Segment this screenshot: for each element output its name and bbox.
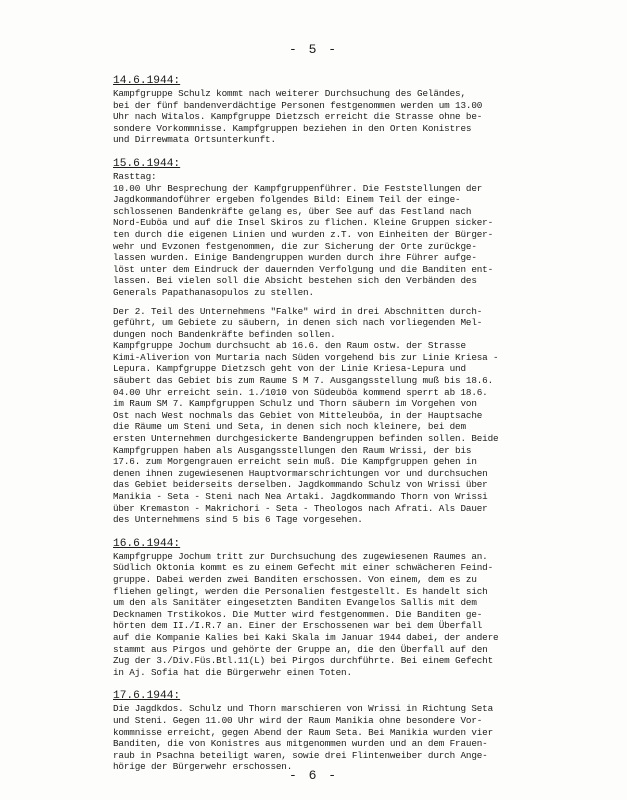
text-line: Kampfgruppe Jochum tritt zur Durchsuchung des zugewiesenen Raumes an.: [113, 550, 488, 562]
text-line: Manikia - Seta - Steni nach Nea Artaki. Jagdkommando Thorn von Wrissi: [113, 491, 488, 502]
text-line: lassen wurden. Einige Bandengruppen wurden durch ihre Führer aufge-: [113, 252, 477, 264]
text-line: bei der fünf bandenverdächtige Personen festgenommen werden um 13.00: [113, 99, 483, 111]
text-line: hörten dem II./I.R.7 an. Einer der Erschossenen war bei dem Überfall: [113, 620, 483, 632]
text-line: Kampfgruppe Jochum durchsucht ab 16.6. den Raum ostw. der Strasse: [113, 340, 466, 352]
text-line: lassen. Bei vielen soll die Absicht bestehen sich den Verbänden des: [113, 275, 477, 287]
text-line: in Aj. Sofia hat die Bürgerwehr einen Toten.: [113, 666, 352, 678]
text-line: geführt, um Gebiete zu säubern, in denen sich nach vorliegenden Mel-: [113, 317, 483, 329]
text-line: auf die Kompanie Kalies bei Kaki Skala im Januar 1944 dabei, der andere: [113, 631, 499, 643]
entry-date: 14.6.1944:: [113, 75, 181, 87]
text-line: gruppe. Dabei werden zwei Banditen erschossen. Von einem, dem es zu: [113, 573, 477, 585]
text-line: Südlich Oktonia kommt es zu einem Gefecht mit einer schwächeren Feind-: [113, 562, 494, 574]
text-line: 04.00 Uhr erreicht sein. 1./1010 von Südeuböa kommend sperrt ab 18.6.: [113, 386, 488, 398]
text-line: säubert das Gebiet bis zum Raume S M 7. Ausgangsstellung muß bis 18.6.: [113, 375, 494, 387]
paragraph-gap: [113, 299, 583, 306]
text-line: das Gebiet beiderseits derselben. Jagdkommando Schulz von Wrissi über: [113, 479, 488, 491]
text-line: ersten Unternehmen durchgesickerte Bandengruppen befinden sollen. Beide: [113, 433, 499, 445]
entry-date: 16.6.1944:: [113, 537, 181, 550]
text-line: 17.6. zum Morgengrauen erreicht sein muß. Die Kampfgruppen gehen in: [113, 456, 477, 468]
text-line: des Unternehmens sind 5 bis 6 Tage vorgesehen.: [113, 514, 363, 526]
text-line: Zug der 3./Div.Füs.Btl.11(L) bei Pirgos durchführte. Bei einem Gefecht: [113, 655, 494, 667]
text-line: Kampfgruppen haben als Ausgangsstellungen den Raum Wrissi, der bis: [113, 444, 472, 456]
diary-entry: [113, 533, 583, 679]
entry-date: 15.6.1944:: [113, 157, 181, 170]
text-line: raub in Psachna beteiligt waren, sowie drei Flintenweiber durch Ange-: [113, 749, 488, 761]
text-line: Uhr nach Witalos. Kampfgruppe Dietzsch erreicht die Strasse ohne be-: [113, 111, 483, 123]
entry-date: 17.6.1944:: [113, 690, 181, 703]
diary-entry: [113, 685, 583, 773]
text-line: stammt aus Pirgos und gehörte der Gruppe an, die den Überfall auf den: [113, 643, 488, 655]
text-line: wehr und Evzonen festgenommen, die zur Sicherung der Orte zurückge-: [113, 240, 477, 252]
text-line: Der 2. Teil des Unternehmens "Falke" wird in drei Abschnitten durch-: [113, 305, 483, 317]
text-line: fliehen gelingt, werden die Personalien festgestellt. Es handelt sich: [113, 585, 488, 597]
text-line: und Steni. Gegen 11.00 Uhr wird der Raum Manikia ohne besondere Vor-: [113, 714, 483, 726]
text-line: Lepura. Kampfgruppe Dietzsch geht von der Linie Kriesa-Lepura und: [113, 363, 466, 375]
text-line: Jagdkommandoführer ergeben folgendes Bild: Einem Teil der einge-: [113, 194, 461, 206]
page-number-top: - 5 -: [288, 42, 338, 57]
text-line: Nord-Euböa und auf die Insel Skiros zu flichen. Kleine Gruppen sicker-: [113, 217, 494, 229]
document-body: [113, 70, 583, 780]
text-line: über Kremaston - Makrichori - Seta - Theologos nach Afrati. Als Dauer: [113, 502, 488, 514]
text-line: und Dirrewmata Ortsunterkunft.: [113, 134, 276, 146]
diary-entry: [113, 70, 583, 146]
text-line: Decknamen Trstikokos. Die Mutter wird festgenommen. Die Banditen ge-: [113, 608, 483, 620]
text-line: 10.00 Uhr Besprechung der Kampfgruppenführer. Die Feststellungen der: [113, 182, 483, 194]
text-line: Die Jagdkdos. Schulz und Thorn marschieren von Wrissi in Richtung Seta: [113, 703, 494, 715]
text-line: Banditen, die von Konistres aus mitgenommen wurden und an dem Frauen-: [113, 738, 488, 750]
text-line: kommnisse erreicht, gegen Abend der Raum Seta. Bei Manikia wurden vier: [113, 726, 494, 738]
text-line: Generals Papathanasopulos zu stellen.: [113, 286, 314, 298]
text-line: die Räume um Steni und Seta, in denen sich noch kleinere, bei dem: [113, 421, 466, 433]
text-line: Kimi-Aliverion von Murtaria nach Süden vorgehend bis zur Linie Kriesa -: [113, 351, 499, 363]
text-line: um den als Sanitäter eingesetzten Banditen Evangelos Sallis mit dem: [113, 597, 477, 609]
text-line: im Raum SM 7. Kampfgruppen Schulz und Thorn säubern im Vorgehen von: [113, 398, 477, 410]
text-line: löst unter dem Eindruck der dauernden Verfolgung und die Banditen ent-: [113, 263, 494, 275]
text-line: ten durch die eigenen Linien und wurden z.T. von Einheiten der Bürger-: [113, 228, 494, 240]
diary-entry: [113, 153, 583, 526]
text-line: Rasttag:: [113, 170, 157, 182]
text-line: Kampfgruppe Schulz kommt nach weiterer Durchsuchung des Geländes,: [113, 88, 466, 99]
text-line: sondere Vorkommnisse. Kampfgruppen beziehen in den Orten Konistres: [113, 122, 472, 134]
text-line: schlossenen Bandenkräfte gelang es, über See auf das Festland nach: [113, 205, 472, 217]
page-number-bottom: - 6 -: [288, 768, 338, 783]
text-line: hörige der Bürgerwehr erschossen.: [113, 761, 293, 773]
text-line: Ost nach West nochmals das Gebiet von Mitteleuböa, in der Hauptsache: [113, 409, 483, 421]
text-line: denen ihnen zugewiesenen Hauptvormarschrichtungen vor und durchsuchen: [113, 467, 488, 479]
text-line: dungen noch Bandenkräfte befinden sollen.: [113, 328, 336, 340]
